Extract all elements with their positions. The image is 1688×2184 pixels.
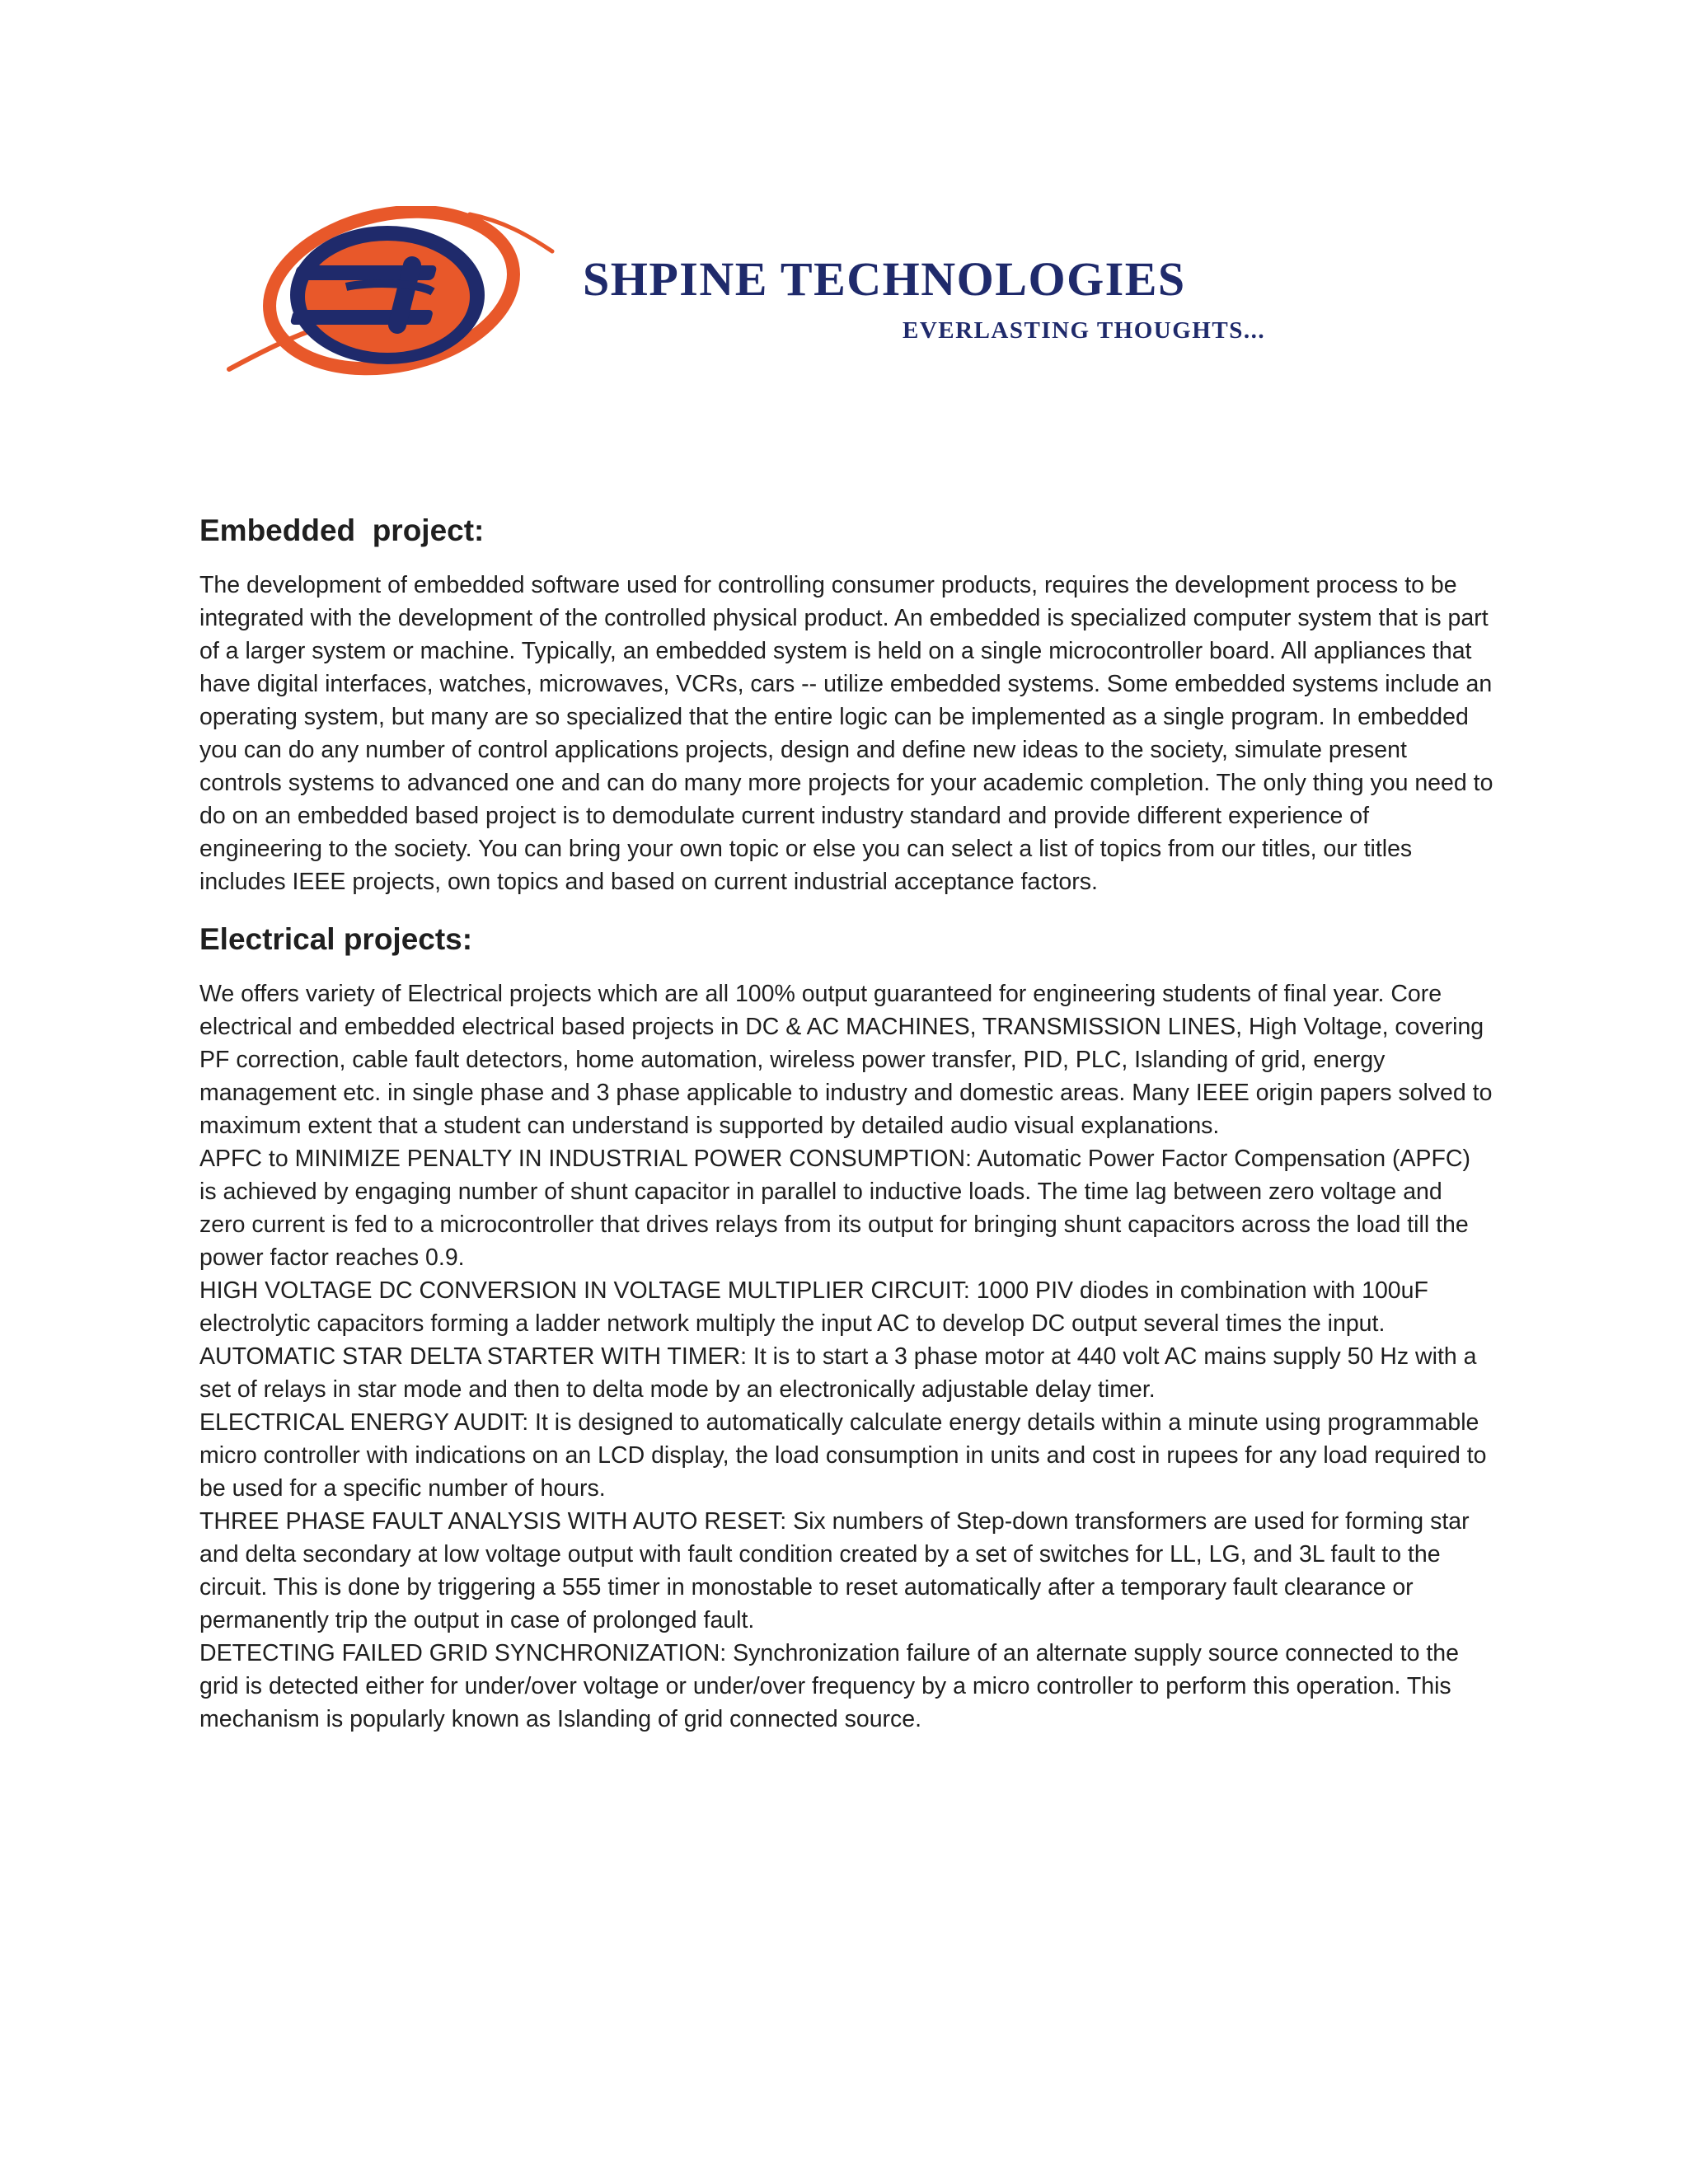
brand-tagline: EVERLASTING THOUGHTS... [903,317,1266,344]
project-item-star-delta: AUTOMATIC STAR DELTA STARTER WITH TIMER: It is to start a 3 phase motor at 440 volt AC mains supply 50 Hz with a set of relays in star mode and then to delta mode by an electronically adjustable delay timer. [199,1343,1477,1403]
project-item-grid-sync: DETECTING FAILED GRID SYNCHRONIZATION: Synchronization failure of an alternate supply source connected to the grid is detected either for under/over voltage or under/over frequency by a micro controller to perform this operation. This mechanism is popularly known as Islanding of grid connected source. [199,1640,1459,1732]
project-item-fault-analysis: THREE PHASE FAULT ANALYSIS WITH AUTO RESET: Six numbers of Step-down transformers are used for forming star and delta secondary at low voltage output with fault condition created by a set of switches for LL, LG, and 3L fault to the circuit. This is done by triggering a 555 timer in monostable to reset automatically after a temporary fault clearance or permanently trip the output in case of prolonged fault. [199,1508,1470,1633]
project-item-energy-audit: ELECTRICAL ENERGY AUDIT: It is designed to automatically calculate energy details within a minute using programmable micro controller with indications on an LCD display, the load consumption in units and cost in rupees for any load required to be used for a specific number of hours. [199,1409,1487,1502]
embedded-paragraph: The development of embedded software used for controlling consumer products, requires the development process to be integrated with the development of the controlled physical product. An embedded is specialized computer system that is part of a larger system or machine. Typically, an embedded system is held on a single microcontroller board. All appliances that have digital interfaces, watches, microwaves, VCRs, cars -- utilize embedded systems. Some embedded systems include an operating system, but many are so specialized that the entire logic can be implemented as a single program. In embedded you can do any number of control applications projects, design and define new ideas to the society, simulate present controls systems to advanced one and can do many more projects for your academic completion. The only thing you need to do on an embedded based project is to demodulate current industry standard and provide different experience of engineering to the society. You can bring your own topic or else you can select a list of topics from our titles, our titles includes IEEE projects, own topics and based on current industrial acceptance factors. [199,572,1493,895]
electrical-section [199,920,1493,1736]
electrical-intro-text: We offers variety of Electrical projects which are all 100% output guaranteed for engineering students of final year. Core electrical and embedded electrical based projects in DC & AC MACHINES, TRANSMISSION LINES, High Voltage, covering PF correction, cable fault detectors, home automation, wireless power transfer, PID, PLC, Islanding of grid, energy management etc. in single phase and 3 phase applicable to industry and domestic areas. Many IEEE origin papers solved to maximum extent that a student can understand is supported by detailed audio visual explanations. [199,981,1493,1139]
embedded-section [199,511,1493,898]
electrical-intro [199,977,1493,1736]
document-body [199,511,1493,1757]
electrical-heading: Electrical projects: [199,922,473,956]
company-logo [223,206,1393,379]
project-item-apfc: APFC to MINIMIZE PENALTY IN INDUSTRIAL POWER CONSUMPTION: Automatic Power Factor Compensation (APFC) is achieved by engaging number of shunt capacitor in parallel to inductive loads. The time lag between zero voltage and zero current is fed to a microcontroller that drives relays from its output for bringing shunt capacitors across the load till the power factor reaches 0.9. [199,1146,1470,1271]
shpine-swoosh-logo-icon [223,206,577,379]
project-item-hvdc: HIGH VOLTAGE DC CONVERSION IN VOLTAGE MULTIPLIER CIRCUIT: 1000 PIV diodes in combination with 100uF electrolytic capacitors forming a ladder network multiply the input AC to develop DC output several times the input. [199,1277,1428,1337]
brand-name: SHPINE TECHNOLOGIES [583,252,1186,306]
embedded-heading: Embedded project: [199,513,485,547]
